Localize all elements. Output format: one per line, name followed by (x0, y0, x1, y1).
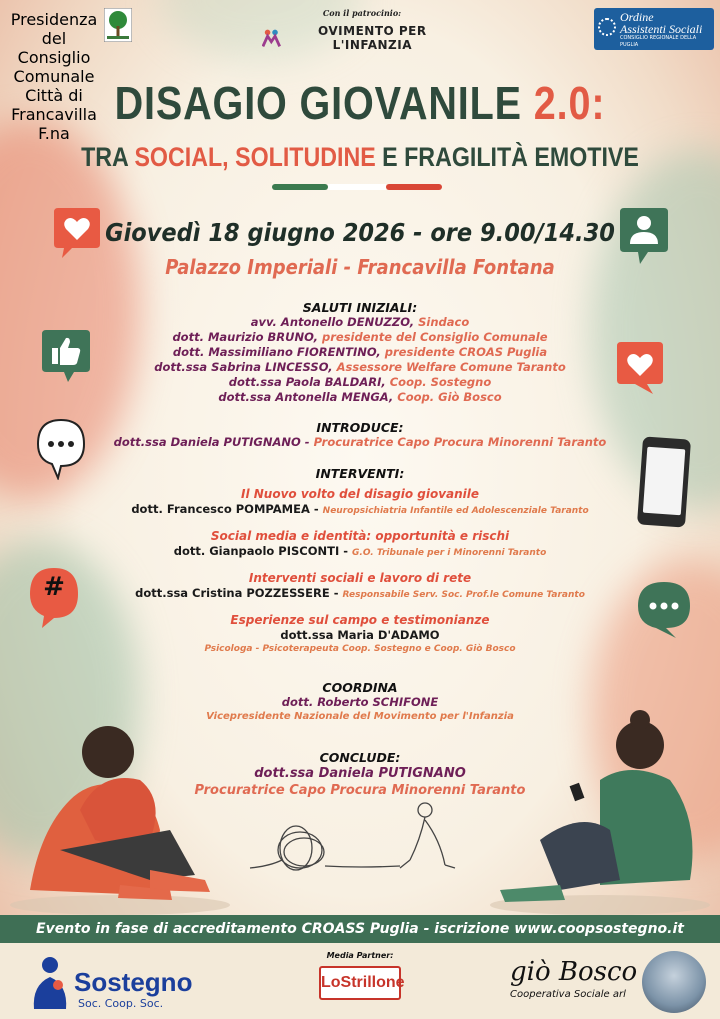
saluti-role: Coop. Giò Bosco (397, 390, 502, 404)
movimento-name: OVIMENTO PER L'INFANZIA (318, 24, 427, 52)
intervento-speaker-row (60, 544, 660, 561)
saluti-name: dott.ssa Sabrina LINCESSO, (154, 360, 333, 374)
brush-red (386, 184, 442, 190)
council-line-3: Città di Francavilla F.na (11, 86, 97, 143)
title-accent: 2.0: (533, 77, 606, 129)
saluti-role: presidente del Consiglio Comunale (322, 330, 548, 344)
saluti-role: Assessore Welfare Comune Taranto (336, 360, 566, 374)
sostegno-name: Sostegno (74, 967, 193, 997)
coordina-name: dott. Roberto SCHIFONE (281, 695, 439, 709)
saluti-title: SALUTI INIZIALI: (302, 300, 418, 315)
intervento-topic: Social media e identità: opportunità e rischi (210, 529, 510, 543)
introduce-title: INTRODUCE: (316, 420, 404, 435)
saluti-name: dott. Maurizio BRUNO, (172, 330, 318, 344)
gio-bosco-sub: Cooperativa Sociale arl (510, 989, 626, 1000)
saluti-row-1 (60, 315, 660, 330)
lostrillone-logo: LoStrillone (319, 966, 401, 1000)
sostegno-sub: Soc. Coop. Soc. (78, 997, 164, 1010)
conclude-title: CONCLUDE: (319, 750, 401, 765)
ordine-logo (594, 8, 714, 50)
brush-white (328, 184, 386, 190)
movimento-logo (262, 24, 462, 52)
saluti-name: avv. Antonello DENUZZO, (250, 315, 415, 329)
intervento-speaker: dott.ssa Maria D'ADAMO (280, 628, 440, 642)
ordine-line-2: Assistenti Sociali (620, 22, 703, 36)
teenagers-illustration (0, 690, 720, 915)
saluti-name: dott. Massimiliano FIORENTINO, (172, 345, 381, 359)
main-title (50, 76, 669, 130)
introduce-section (60, 420, 660, 450)
subtitle-social: SOCIAL, (134, 142, 229, 172)
brush-green (272, 184, 328, 190)
interventi-section (60, 466, 660, 656)
introduce-row (60, 435, 660, 450)
council-line-2: Consiglio Comunale (13, 48, 95, 86)
saluti-row-5 (60, 375, 660, 390)
conclude-role: Procuratrice Capo Procura Minorenni Taranto (194, 783, 526, 798)
intervento-affiliation: Psicologa - Psicoterapeuta Coop. Sostegno e Coop. Giò Bosco (204, 644, 516, 654)
gio-bosco-name: giò Bosco (510, 957, 638, 987)
intervento-topic: Esperienze sul campo e testimonianze (230, 613, 490, 627)
subtitle-part-1: TRA (81, 142, 128, 172)
saluti-row-3 (60, 345, 660, 360)
tree-logo-icon (104, 8, 132, 42)
intervento-affiliation: Neuropsichiatria Infantile ed Adolescenziale Taranto (322, 506, 589, 516)
patronage (262, 8, 462, 52)
event-date: Giovedì 18 giugno 2026 - ore 9.00/14.30 (105, 218, 615, 247)
introduce-name: dott.ssa Daniela PUTIGNANO - (113, 435, 310, 449)
conclude-name: dott.ssa Daniela PUTIGNANO (254, 766, 466, 781)
intervento-speaker-row (60, 502, 660, 519)
subtitle-part-4: E FRAGILITÀ EMOTIVE (382, 142, 639, 172)
subtitle-solitudine: SOLITUDINE (235, 142, 376, 172)
ordine-line-1: Ordine (620, 10, 654, 24)
saluti-row-4 (60, 360, 660, 375)
intervento-topic: Interventi sociali e lavoro di rete (248, 571, 472, 585)
footer (0, 943, 720, 1019)
ordine-emblem-icon (598, 18, 616, 36)
saluti-role: Sindaco (418, 315, 470, 329)
introduce-role: Procuratrice Capo Procura Minorenni Taranto (313, 435, 607, 449)
hashtag-text: # (43, 572, 65, 602)
intervento-speaker: dott.ssa Cristina POZZESSERE - (135, 586, 339, 600)
saluti-row-6 (60, 390, 660, 405)
intervento-speaker: dott. Gianpaolo PISCONTI - (173, 544, 349, 558)
sad-boy-figure (10, 726, 230, 915)
intervento-affiliation: G.O. Tribunale per i Minorenni Taranto (352, 548, 547, 558)
subtitle (50, 142, 669, 173)
interventi-title: INTERVENTI: (315, 466, 405, 481)
saint-portrait-icon (642, 951, 706, 1013)
saluti-role: presidente CROAS Puglia (384, 345, 548, 359)
accreditation-band: Evento in fase di accreditamento CROASS Puglia - iscrizione www.coopsostegno.it (0, 915, 720, 943)
media-partner (310, 951, 410, 1000)
girl-with-phone-figure (490, 710, 710, 915)
children-figures-icon (262, 28, 281, 48)
flag-brush-stroke (272, 182, 442, 192)
profile-bubble-icon (618, 206, 670, 268)
media-partner-label: Media Partner: (326, 951, 394, 960)
scribble-sketch (250, 803, 455, 870)
gio-bosco-logo (510, 957, 660, 1000)
intervento-topic: Il Nuovo volto del disagio giovanile (240, 487, 480, 501)
intervento-affiliation: Responsabile Serv. Soc. Prof.le Comune Taranto (342, 590, 585, 600)
intervento-speaker: dott. Francesco POMPAMEA - (131, 502, 319, 516)
saluti-name: dott.ssa Paola BALDARI, (228, 375, 386, 389)
saluti-row-2 (60, 330, 660, 345)
ordine-line-3: CONSIGLIO REGIONALE DELLA PUGLIA (620, 35, 697, 48)
sostegno-logo (28, 953, 208, 1013)
saluti-role: Coop. Sostegno (389, 375, 492, 389)
saluti-section (60, 300, 660, 405)
sostegno-figure-icon (28, 955, 72, 1011)
title-main: DISAGIO GIOVANILE (114, 77, 522, 129)
saluti-name: dott.ssa Antonella MENGA, (218, 390, 394, 404)
council-line-1: Presidenza del (10, 10, 98, 48)
patronage-label: Con il patrocinio: (322, 8, 402, 18)
intervento-speaker-row (60, 586, 660, 603)
coordina-role: Vicepresidente Nazionale del Movimento per l'Infanzia (206, 711, 514, 722)
coordina-title: COORDINA (322, 680, 398, 695)
heart-bubble-icon (52, 206, 102, 262)
event-place: Palazzo Imperiali - Francavilla Fontana (165, 255, 555, 279)
